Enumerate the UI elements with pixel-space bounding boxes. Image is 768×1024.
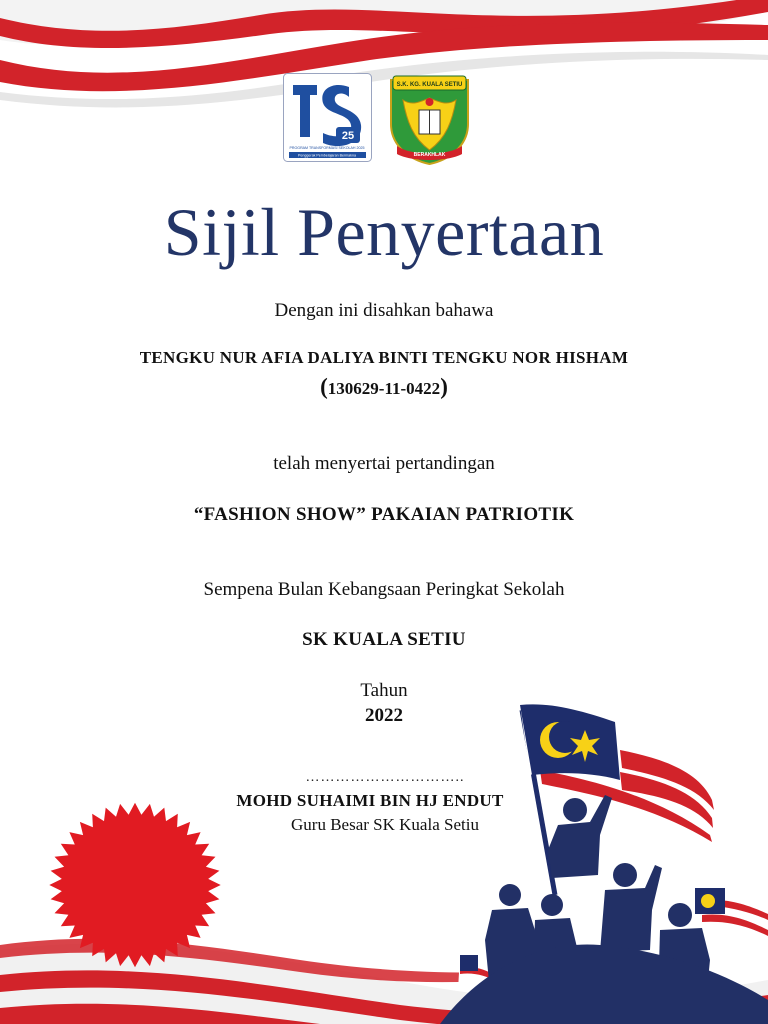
occasion-text: Sempena Bulan Kebangsaan Peringkat Sekolah: [203, 579, 565, 600]
school-crest-logo: [385, 72, 474, 166]
signer-name: MOHD SUHAIMI BIN HJ ENDUT: [236, 791, 504, 810]
ts25-logo: [283, 73, 372, 162]
svg-text:Penggerak Pembelajaran Bermakn: Penggerak Pembelajaran Bermakna: [298, 153, 356, 158]
recipient-ic-number: (130629-11-0422): [320, 374, 448, 399]
signer-title: Guru Besar SK Kuala Setiu: [291, 815, 479, 834]
patriotic-soldiers-illustration: [440, 700, 768, 1024]
recipient-name: TENGKU NUR AFIA DALIYA BINTI TENGKU NOR HISHAM: [139, 348, 629, 367]
participation-text: telah menyertai pertandingan: [273, 453, 495, 474]
certificate-title: Sijil Penyertaan: [163, 194, 605, 270]
year-label: Tahun: [360, 680, 408, 701]
signature-line: …………………………..: [305, 770, 465, 785]
event-name: “FASHION SHOW” PAKAIAN PATRIOTIK: [193, 504, 575, 525]
svg-text:BERAKHLAK: BERAKHLAK: [413, 152, 446, 158]
svg-text:25: 25: [341, 130, 355, 142]
recipient-ic-value: 130629-11-0422: [327, 379, 441, 398]
red-seal-icon: [45, 800, 225, 970]
svg-text:S.K. KG. KUALA SETIU: S.K. KG. KUALA SETIU: [396, 82, 463, 88]
year-value: 2022: [365, 705, 403, 726]
svg-text:PROGRAM TRANSFORMASI SEKOLAH 2: PROGRAM TRANSFORMASI SEKOLAH 2025: [289, 146, 365, 150]
certification-intro: Dengan ini disahkan bahawa: [274, 300, 494, 321]
school-name: SK KUALA SETIU: [302, 629, 466, 650]
